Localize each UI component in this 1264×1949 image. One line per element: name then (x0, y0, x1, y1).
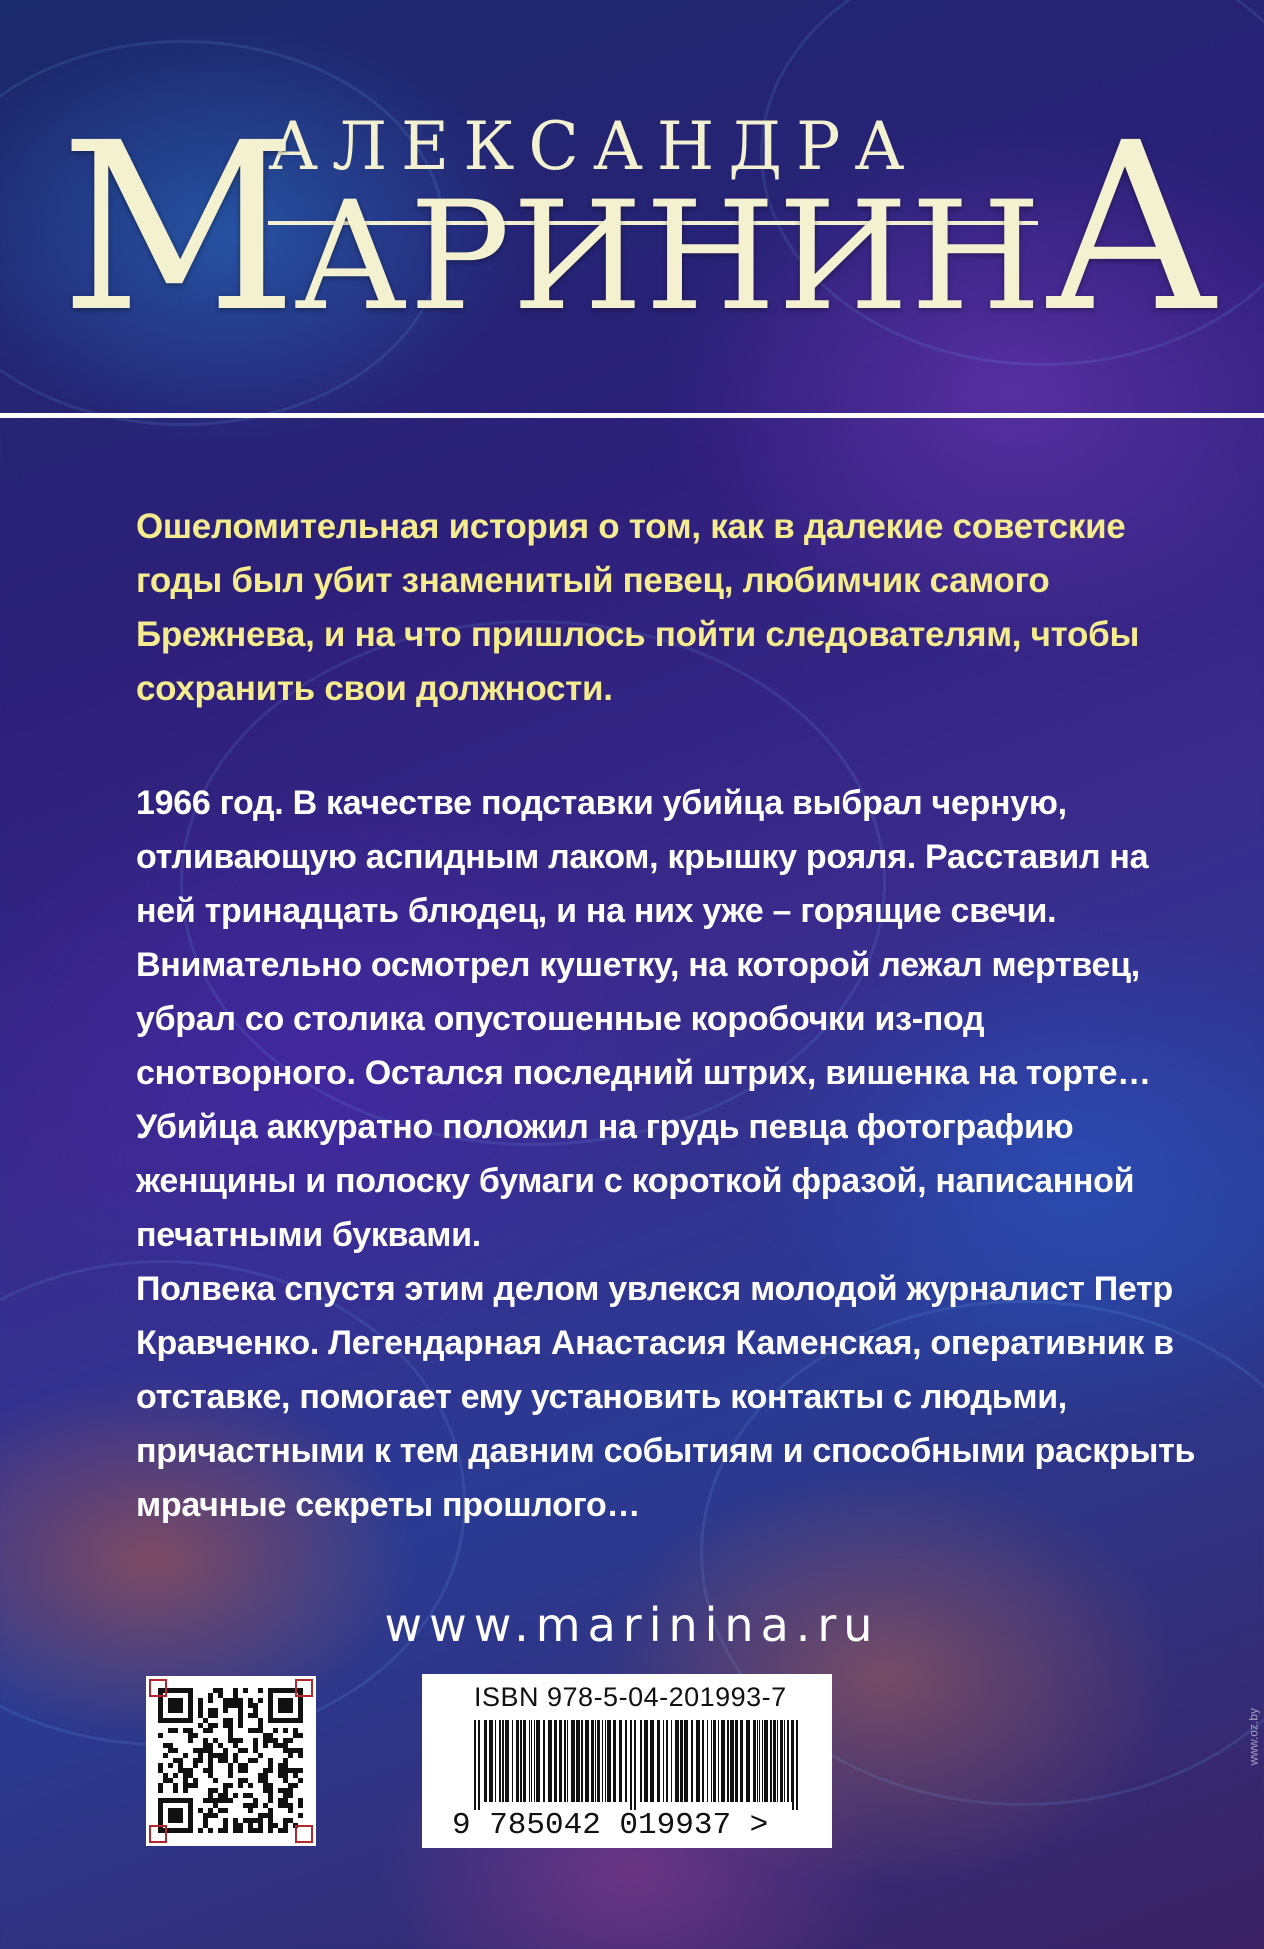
author-first-name: АЛЕКСАНДРА (268, 108, 919, 185)
author-last-tail: А (1043, 93, 1216, 363)
description (136, 776, 1196, 1532)
website-link[interactable]: www.marinina.ru (384, 1598, 880, 1652)
title-divider (0, 413, 1264, 418)
qr-code-icon[interactable] (146, 1676, 316, 1846)
author-last-middle: АРИНИН (293, 170, 1044, 344)
description-paragraph-1: 1966 год. В качестве подставки убийца выбрал черную, отливающую аспидным лаком, крышку рояля. Расставил на ней тринадцать блюдец, и на них уже – горящие свечи. Внимательно осмотрел кушетку, на которой лежал мертвец, убрал со столика опустошенные коробочки из-под снотворного. Остался последний штрих, вишенка на торте… Убийца аккуратно положил на грудь певца фотографию женщины и полоску бумаги с короткой фразой, написанной печатными буквами. (136, 784, 1151, 1254)
qr-code-graphic (146, 1676, 316, 1846)
description-paragraph-2: Полвека спустя этим делом увлекся молодой журналист Петр Кравченко. Легендарная Анастасия Каменская, оперативник в отставке, помогает ему установить контакты с людьми, причастными к тем давним событиям и способными раскрыть мрачные секреты прошлого… (136, 1270, 1196, 1524)
teaser-text: Ошеломительная история о том, как в далекие советские годы был убит знаменитый певец, любимчик самого Брежнева, и на что пришлось пойти следователям, чтобы сохранить свои должности. (136, 507, 1140, 708)
watermark-text: www.oz.by (1246, 1708, 1260, 1766)
author-last-lead: М (60, 93, 294, 363)
ean-digits: 9 785042 019937 > (452, 1808, 769, 1843)
barcode-icon (422, 1674, 832, 1848)
author-last-name (60, 93, 1216, 363)
isbn-text: ISBN 978-5-04-201993-7 (474, 1682, 787, 1712)
barcode-bars (452, 1720, 824, 1810)
